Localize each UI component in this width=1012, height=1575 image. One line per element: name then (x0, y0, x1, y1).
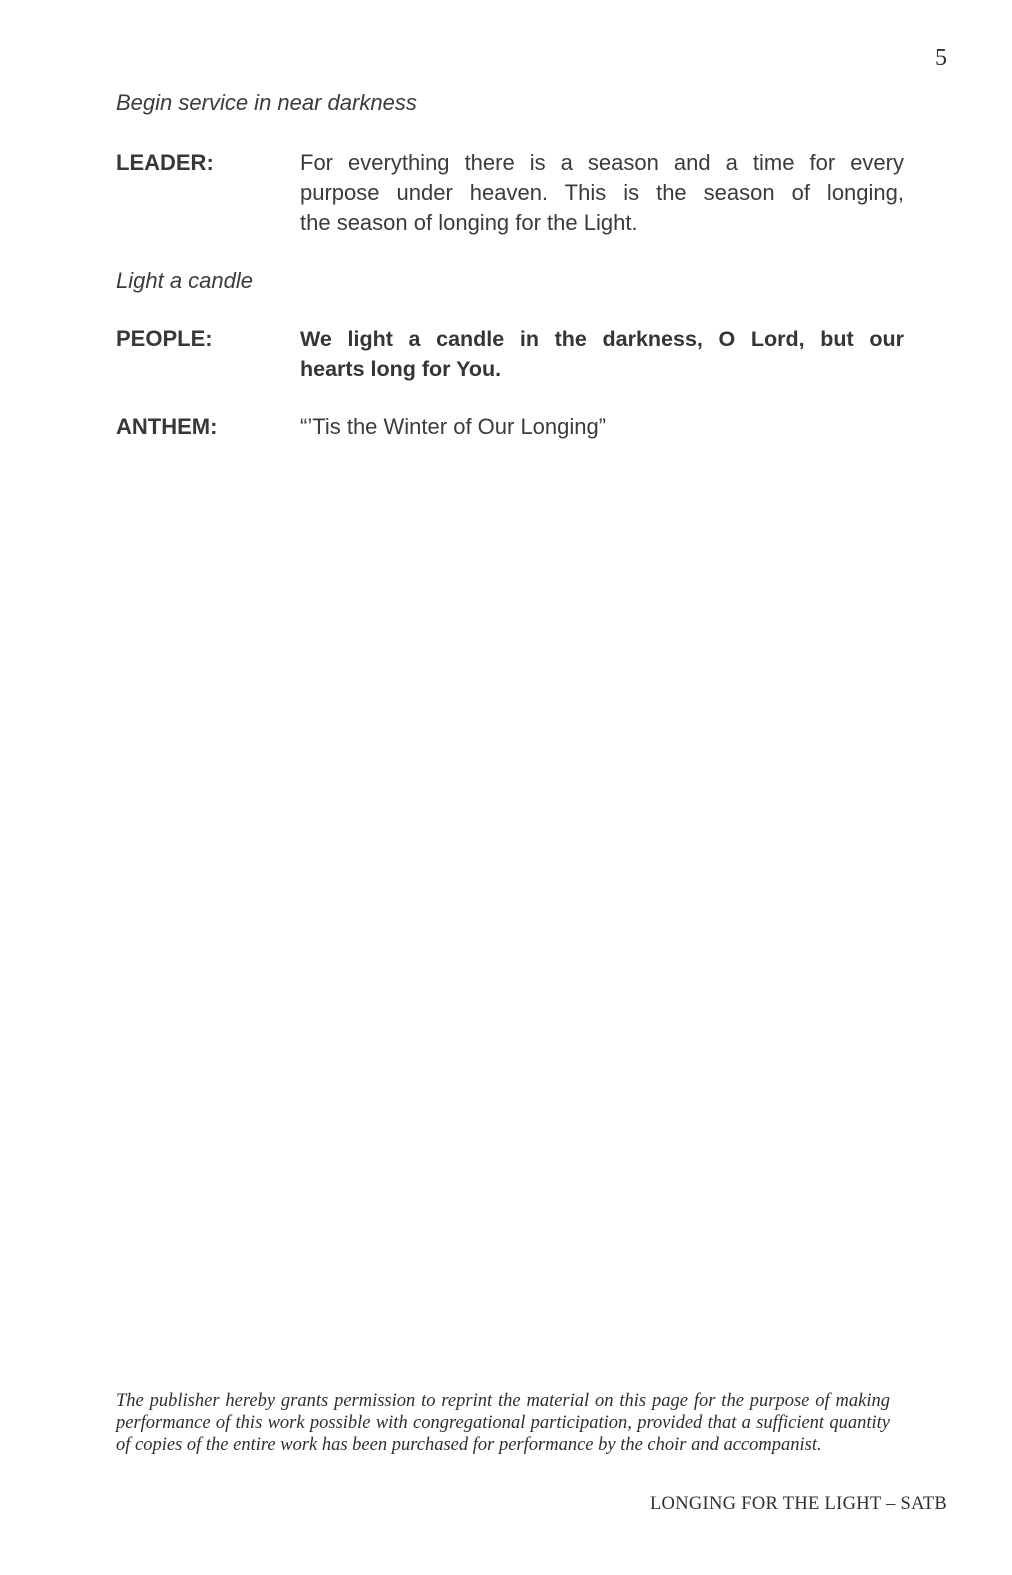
page-number: 5 (935, 45, 947, 71)
people-entry (116, 324, 904, 384)
service-order (116, 0, 904, 442)
text-line: purpose under heaven. This is the season of longing, (300, 180, 904, 205)
notice-line: The publisher hereby grants permission to reprint the material on this page for the purpose of making (116, 1391, 890, 1411)
leader-entry (116, 148, 904, 238)
anthem-entry (116, 412, 904, 442)
notice-line: of copies of the entire work has been purchased for performance by the choir and accompanist. (116, 1435, 822, 1455)
text-line: the season of longing for the Light. (300, 210, 638, 235)
people-text (300, 324, 904, 384)
anthem-title: “’Tis the Winter of Our Longing” (300, 414, 607, 439)
notice-line: performance of this work possible with congregational participation, provided that a sufficient quantity (116, 1413, 890, 1433)
permission-notice (116, 1390, 890, 1456)
text-line: For everything there is a season and a time for every (300, 150, 904, 175)
people-label: PEOPLE: (116, 326, 213, 351)
leader-label: LEADER: (116, 150, 214, 175)
text-line: hearts long for You. (300, 357, 502, 381)
stage-direction-darkness: Begin service in near darkness (116, 90, 417, 115)
stage-direction-candle: Light a candle (116, 268, 253, 293)
work-title: LONGING FOR THE LIGHT – SATB (649, 1494, 947, 1514)
leader-text (300, 148, 904, 238)
text-line: We light a candle in the darkness, O Lord, but our (300, 327, 904, 351)
anthem-label: ANTHEM: (116, 414, 218, 439)
